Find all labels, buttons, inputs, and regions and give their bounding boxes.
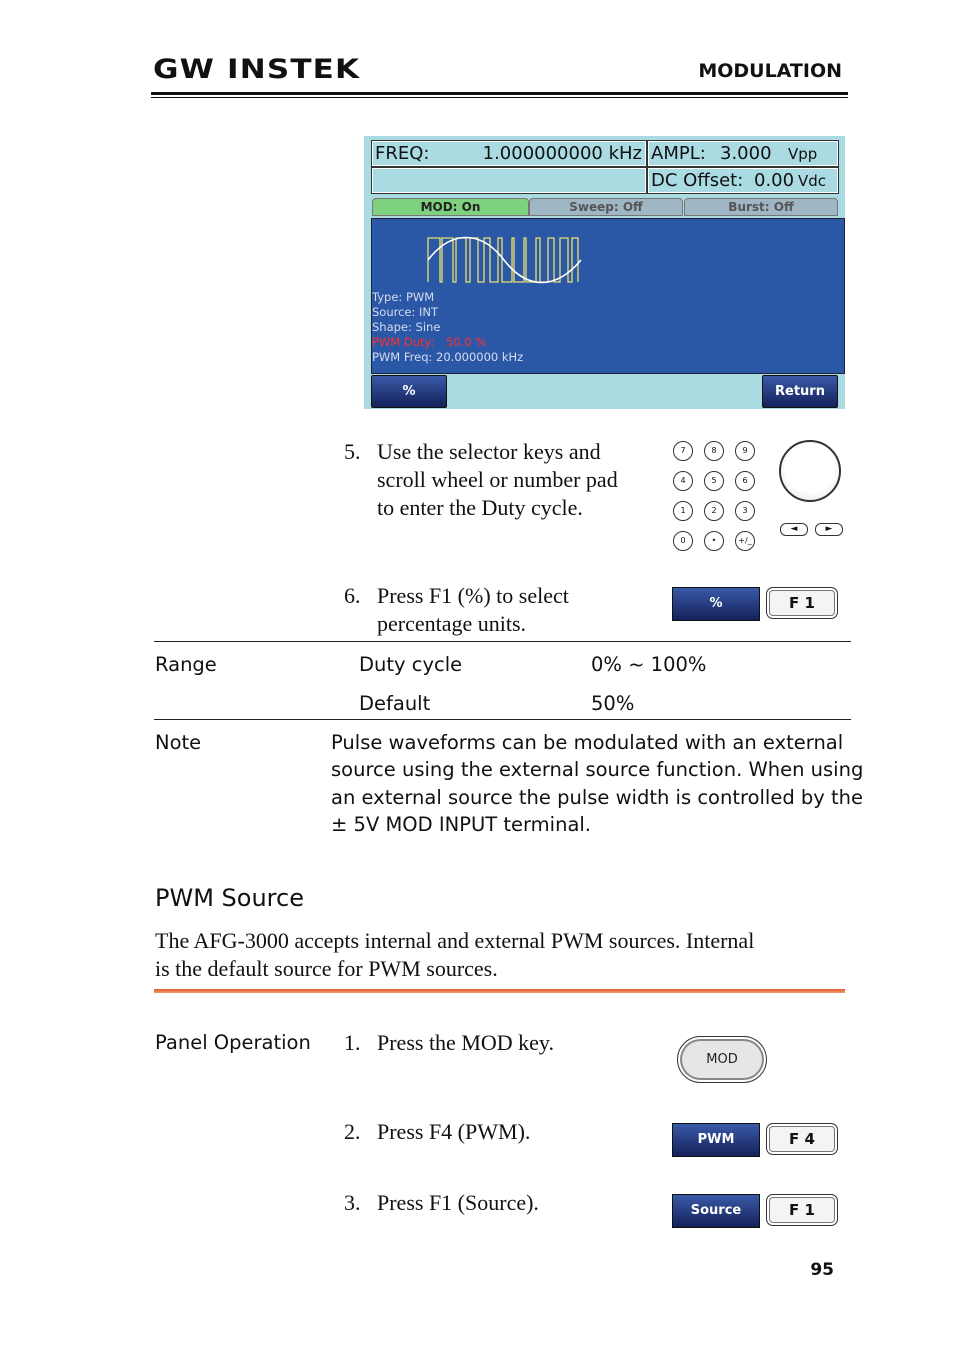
key-0[interactable]: 0 — [673, 531, 693, 551]
step-1 — [344, 1029, 664, 1059]
info-duty-value: 50.0 % — [446, 335, 487, 349]
source-softkey[interactable]: Source — [672, 1194, 760, 1228]
f1-key[interactable]: F 1 — [766, 587, 838, 619]
table-rule — [154, 641, 851, 642]
step-number: 5. — [344, 439, 361, 464]
freq-value: 1.000000000 kHz — [482, 143, 642, 164]
step-5 — [344, 438, 664, 528]
key-5[interactable]: 5 — [704, 471, 724, 491]
screen-percent-button[interactable]: % — [371, 375, 447, 408]
percent-softkey[interactable]: % — [672, 587, 760, 621]
note-line: source using the external source function. When using — [331, 758, 864, 781]
info-freq: PWM Freq: 20.000000 kHz — [372, 350, 524, 364]
step-number: 2. — [344, 1119, 361, 1144]
scroll-wheel-icon[interactable] — [779, 440, 841, 502]
step-text-line: Use the selector keys and — [377, 439, 601, 464]
key-6[interactable]: 6 — [735, 471, 755, 491]
tab-burst[interactable]: Burst: Off — [684, 198, 838, 216]
pwm-waveform — [426, 232, 586, 292]
note-line: an external source the pulse width is controlled by the — [331, 786, 864, 809]
tab-sweep[interactable]: Sweep: Off — [529, 198, 683, 216]
key-1[interactable]: 1 — [673, 501, 693, 521]
ampl-value: 3.000 — [720, 143, 772, 164]
dc-label: DC Offset: — [651, 170, 744, 191]
key-plus-minus[interactable]: +/_ — [735, 531, 755, 551]
section-divider — [154, 989, 845, 993]
range-label: Range — [155, 653, 217, 676]
step-number: 1. — [344, 1030, 361, 1055]
key-4[interactable]: 4 — [673, 471, 693, 491]
f4-key[interactable]: F 4 — [766, 1123, 838, 1155]
range-row-value: 50% — [591, 692, 635, 715]
tab-mod[interactable]: MOD: On — [372, 198, 529, 216]
ampl-field — [647, 140, 839, 167]
key-2[interactable]: 2 — [704, 501, 724, 521]
step-text-line: Press F1 (%) to select — [377, 583, 569, 608]
range-row-name: Default — [359, 692, 431, 715]
f1-key[interactable]: F 1 — [766, 1194, 838, 1226]
freq-field — [371, 140, 647, 167]
mod-key[interactable]: MOD — [677, 1036, 767, 1083]
freq-label: FREQ: — [375, 143, 430, 164]
panel-operation-label: Panel Operation — [155, 1031, 311, 1054]
step-3 — [344, 1189, 664, 1219]
step-number: 6. — [344, 583, 361, 608]
key-7[interactable]: 7 — [673, 441, 693, 461]
note-line: Pulse waveforms can be modulated with an external — [331, 731, 844, 754]
step-6 — [344, 582, 664, 642]
step-text-line: percentage units. — [377, 611, 527, 636]
key-3[interactable]: 3 — [735, 501, 755, 521]
section-heading: PWM Source — [155, 884, 304, 912]
info-duty — [372, 335, 486, 349]
range-row-name: Duty cycle — [359, 653, 463, 676]
note-line: ± 5V MOD INPUT terminal. — [331, 813, 592, 836]
step-text: Press F4 (PWM). — [377, 1119, 531, 1144]
ampl-label: AMPL: — [651, 143, 706, 164]
step-number: 3. — [344, 1190, 361, 1215]
key-decimal[interactable]: • — [704, 531, 724, 551]
dc-field — [647, 167, 839, 194]
header-rule — [151, 92, 848, 95]
arrow-right-key[interactable]: ► — [815, 523, 843, 536]
info-duty-label: PWM Duty: — [372, 335, 435, 349]
step-text-line: to enter the Duty cycle. — [377, 495, 583, 520]
header-rule-thin — [151, 97, 848, 98]
table-rule — [154, 719, 851, 720]
range-row-value: 0% ~ 100% — [591, 653, 707, 676]
screen-return-button[interactable]: Return — [762, 375, 838, 408]
intro-line: The AFG-3000 accepts internal and external PWM sources. Internal — [155, 928, 755, 953]
step-2 — [344, 1118, 664, 1148]
note-label: Note — [155, 731, 202, 754]
info-type: Type: PWM — [372, 290, 435, 304]
blank-field — [371, 167, 647, 194]
arrow-left-key[interactable]: ◄ — [780, 523, 808, 536]
dc-value: 0.00 — [754, 170, 795, 191]
intro-line: is the default source for PWM sources. — [155, 956, 498, 981]
section-title: MODULATION — [698, 60, 842, 82]
ampl-unit: Vpp — [788, 145, 818, 163]
page-number: 95 — [810, 1260, 834, 1280]
pwm-softkey[interactable]: PWM — [672, 1123, 760, 1157]
step-text: Press the MOD key. — [377, 1030, 554, 1055]
key-9[interactable]: 9 — [735, 441, 755, 461]
info-source: Source: INT — [372, 305, 439, 319]
brand-logo: GW INSTEK — [153, 54, 361, 85]
dc-unit: Vdc — [798, 172, 827, 190]
info-shape: Shape: Sine — [372, 320, 441, 334]
step-text: Press F1 (Source). — [377, 1190, 539, 1215]
step-text-line: scroll wheel or number pad — [377, 467, 618, 492]
key-8[interactable]: 8 — [704, 441, 724, 461]
